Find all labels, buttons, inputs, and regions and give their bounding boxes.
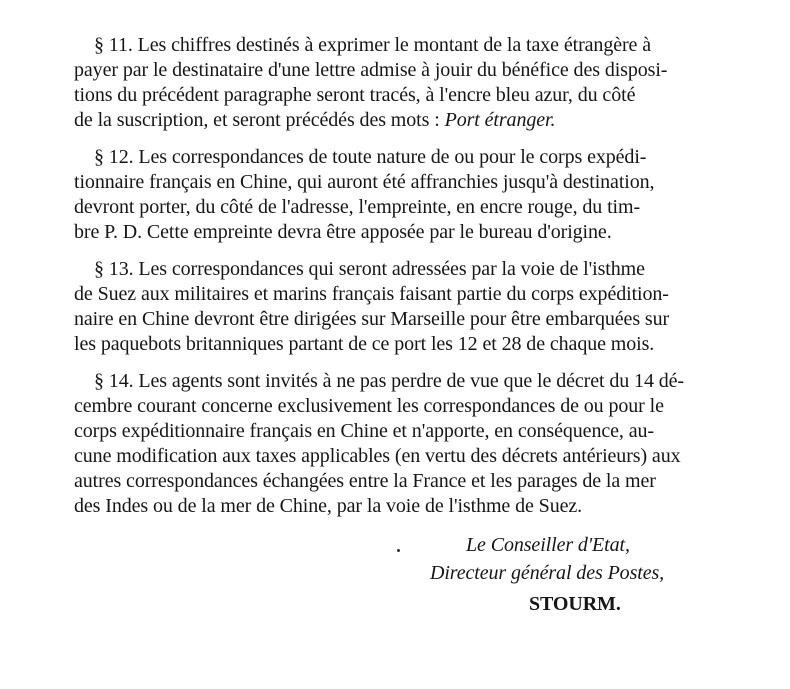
text-line: des Indes ou de la mer de Chine, par la voie de l'isthme de Suez. — [74, 495, 583, 517]
text-line: § 11. Les chiffres destinés à exprimer le montant de la taxe étrangère à — [94, 34, 652, 56]
signature-role: Directeur général des Postes, — [430, 562, 665, 584]
text-line: autres correspondances échangées entre la France et les parages de la mer — [74, 470, 656, 492]
italic-term: Port étranger. — [444, 109, 556, 131]
signature-name: STOURM. — [529, 593, 621, 615]
text-line: cune modification aux taxes applicables (en vertu des décrets antérieurs) aux — [74, 445, 681, 467]
text-line: les paquebots britanniques partant de ce port les 12 et 28 de chaque mois. — [74, 333, 655, 355]
text-line: naire en Chine devront être dirigées sur Marseille pour être embarquées sur — [74, 308, 670, 330]
ink-speck — [397, 549, 400, 552]
text-line: devront porter, du côté de l'adresse, l'empreinte, en encre rouge, du tim- — [74, 196, 641, 218]
text-line: tions du précédent paragraphe seront tracés, à l'encre bleu azur, du côté — [74, 84, 636, 106]
text-span: de la suscription, et seront précédés des mots : — [74, 109, 440, 131]
signature-title: Le Conseiller d'Etat, — [466, 534, 630, 556]
text-line: § 14. Les agents sont invités à ne pas perdre de vue que le décret du 14 dé- — [94, 370, 684, 392]
text-line: de Suez aux militaires et marins français faisant partie du corps expédition- — [74, 283, 669, 305]
text-line: bre P. D. Cette empreinte devra être apposée par le bureau d'origine. — [74, 221, 612, 243]
text-line: corps expéditionnaire français en Chine et n'apporte, en conséquence, au- — [74, 420, 654, 442]
text-line: cembre courant concerne exclusivement les correspondances de ou pour le — [74, 395, 664, 417]
text-line: § 13. Les correspondances qui seront adressées par la voie de l'isthme — [94, 258, 645, 280]
text-line: payer par le destinataire d'une lettre admise à jouir du bénéfice des disposi- — [74, 59, 668, 81]
text-line: § 12. Les correspondances de toute nature de ou pour le corps expédi- — [94, 146, 647, 168]
text-line: tionnaire français en Chine, qui auront été affranchies jusqu'à destination, — [74, 171, 655, 193]
text-line — [74, 108, 555, 132]
